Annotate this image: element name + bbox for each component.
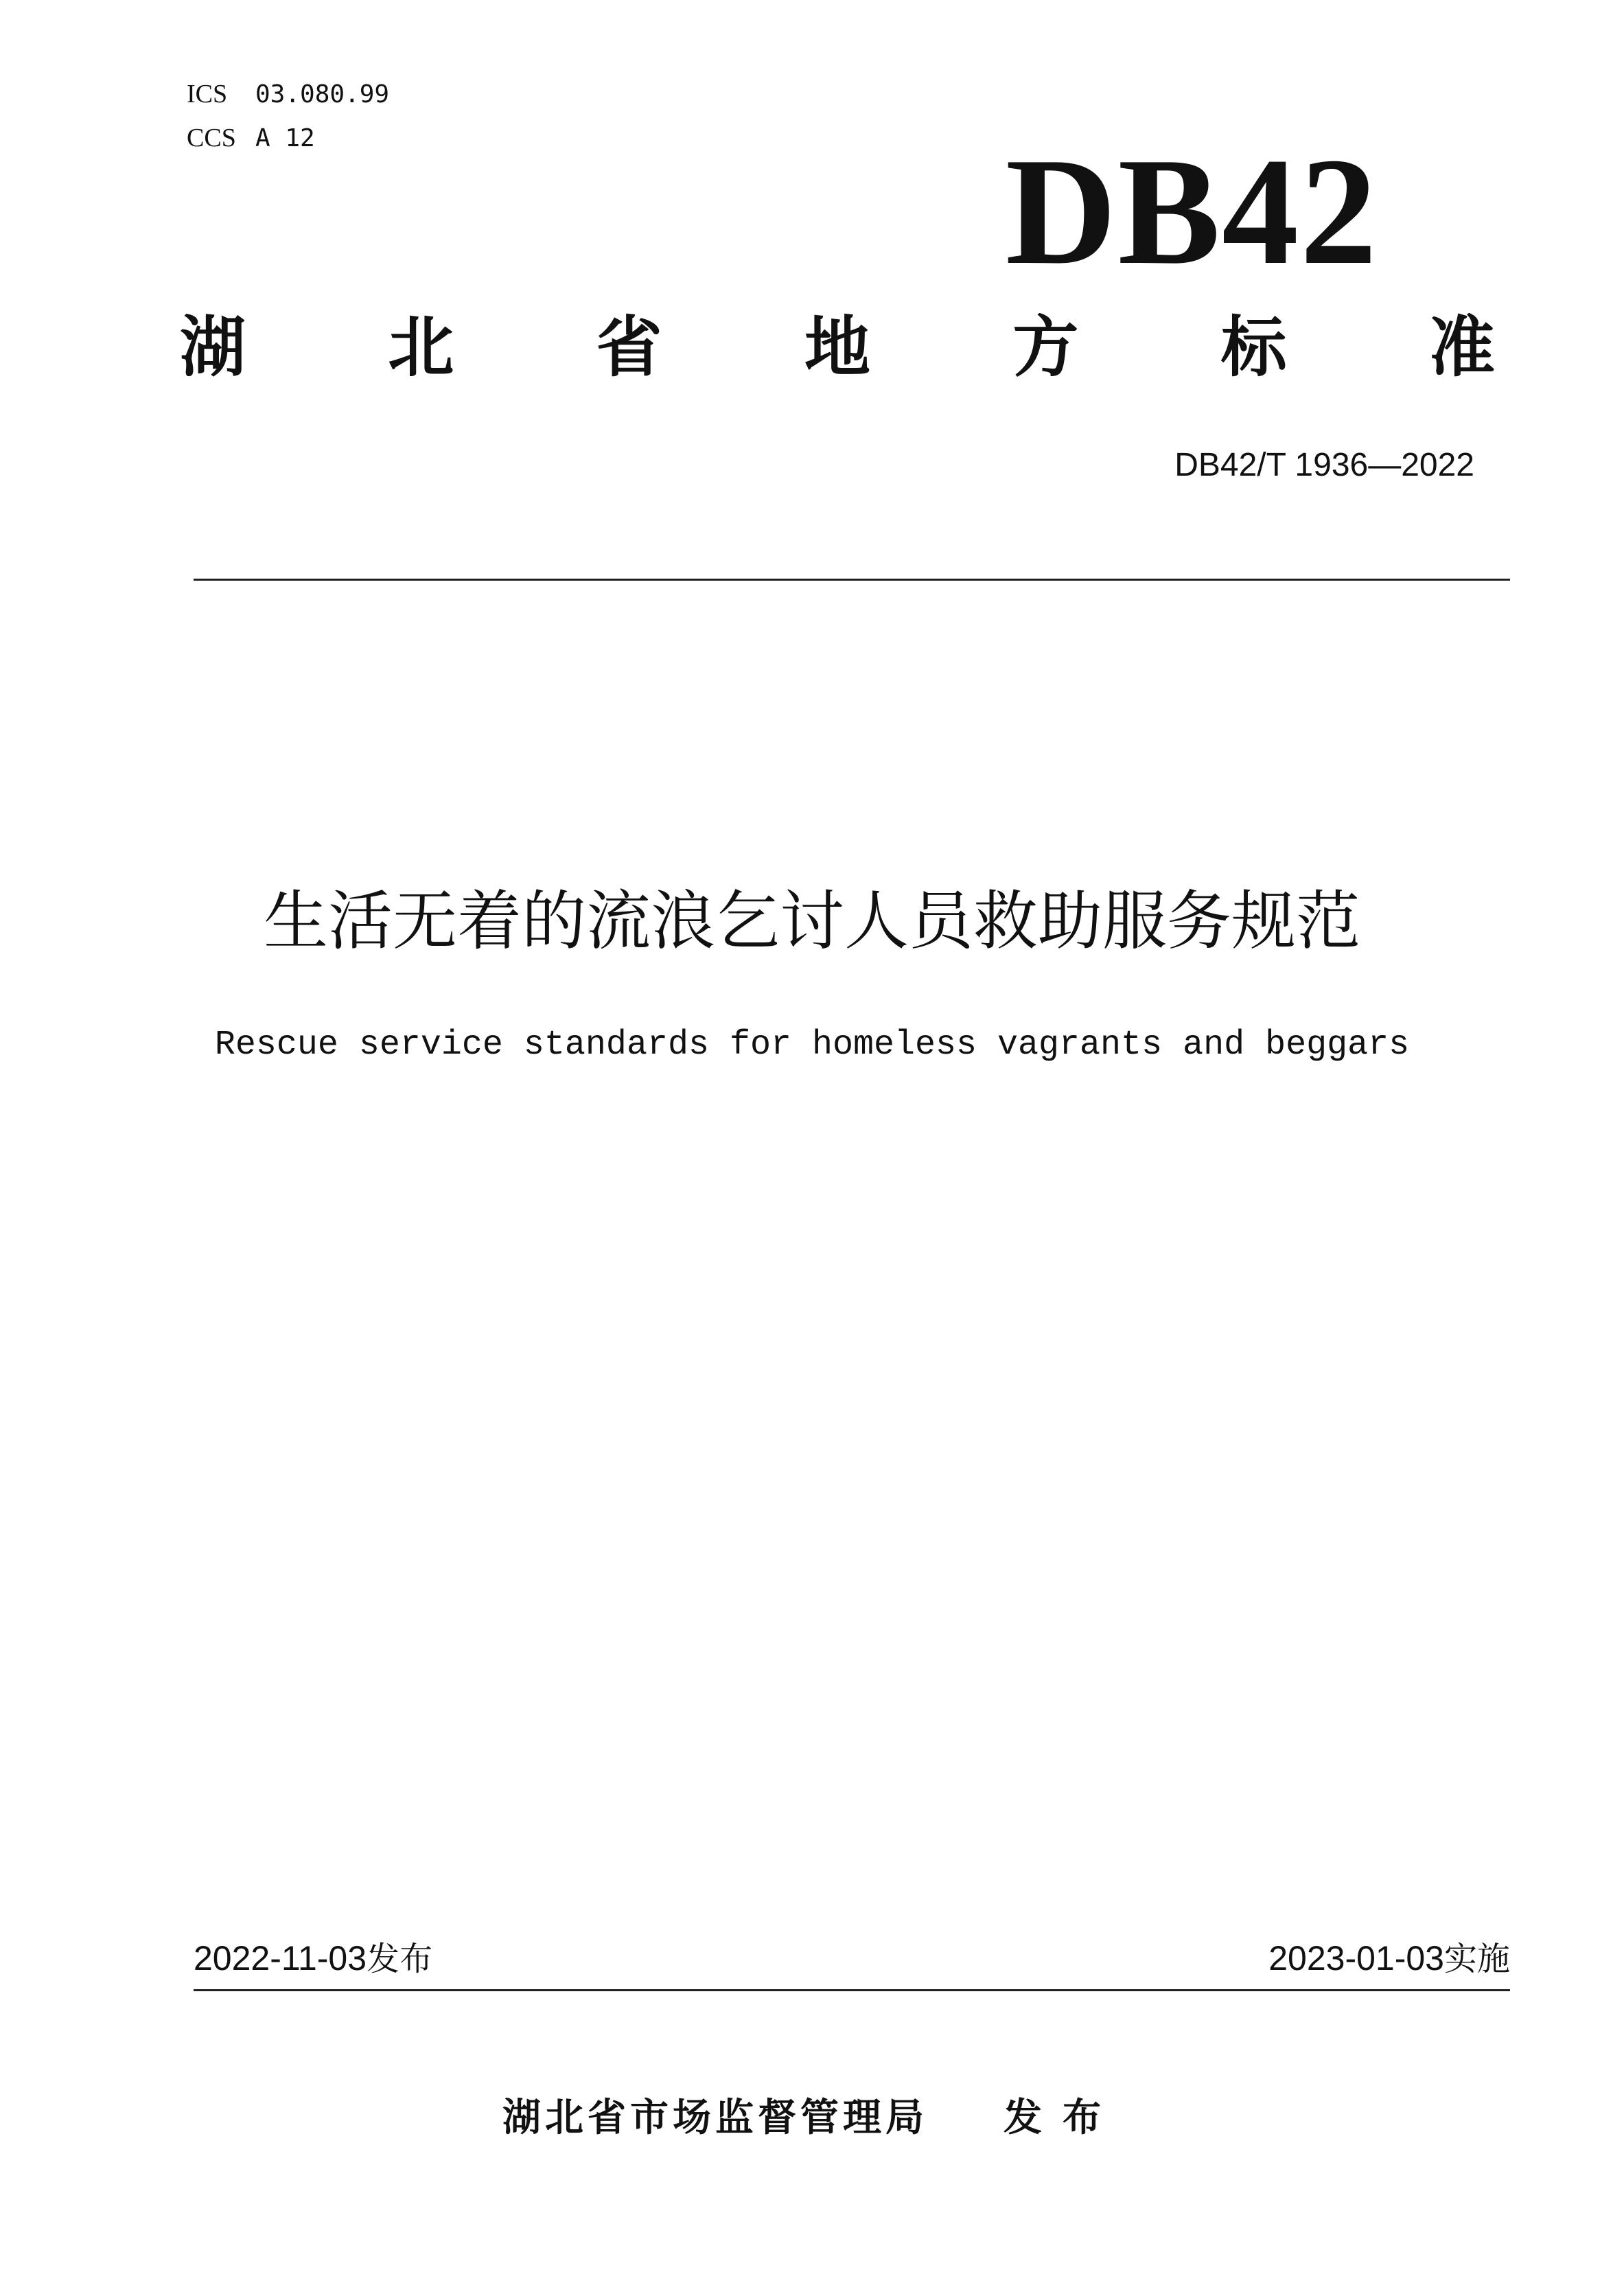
- top-divider: [194, 579, 1510, 581]
- ics-code: 03.080.99: [255, 80, 390, 108]
- provincial-title-char: 省: [596, 309, 662, 386]
- provincial-title-char: 标: [1220, 309, 1287, 386]
- provincial-title-char: 湖: [180, 309, 246, 386]
- provincial-title-char: 北: [388, 309, 454, 386]
- provincial-title-char: 地: [804, 309, 870, 386]
- implement-date: 2023-01-03: [1268, 1939, 1444, 1978]
- provincial-title-char: 方: [1012, 309, 1079, 386]
- ccs-label: CCS: [187, 124, 236, 152]
- implement-label: 实施: [1443, 1940, 1510, 1978]
- issuer-line: [0, 2096, 1624, 2140]
- implement-date-line: [1268, 1939, 1510, 1978]
- document-title-chinese: 生活无着的流浪乞讨人员救助服务规范: [263, 884, 1360, 959]
- publish-date-line: [194, 1939, 433, 1978]
- provincial-standard-title: [180, 309, 1495, 386]
- publish-label: 发布: [367, 1940, 433, 1978]
- db42-logo: DB42: [1005, 126, 1378, 297]
- ccs-code: A 12: [255, 124, 315, 152]
- bottom-divider: [194, 1989, 1510, 1991]
- issuer-name: 湖北省市场监督管理局: [502, 2096, 928, 2140]
- publish-date: 2022-11-03: [194, 1939, 367, 1978]
- provincial-title-char: 准: [1428, 309, 1495, 386]
- document-title-english: Rescue service standards for homeless vagrants and beggars: [214, 1025, 1410, 1065]
- issuer-action: 发布: [1004, 2096, 1122, 2140]
- standard-number: DB42/T 1936—2022: [1174, 447, 1474, 483]
- ics-classification: [187, 81, 389, 107]
- ccs-classification: [187, 125, 315, 151]
- ics-label: ICS: [187, 80, 228, 108]
